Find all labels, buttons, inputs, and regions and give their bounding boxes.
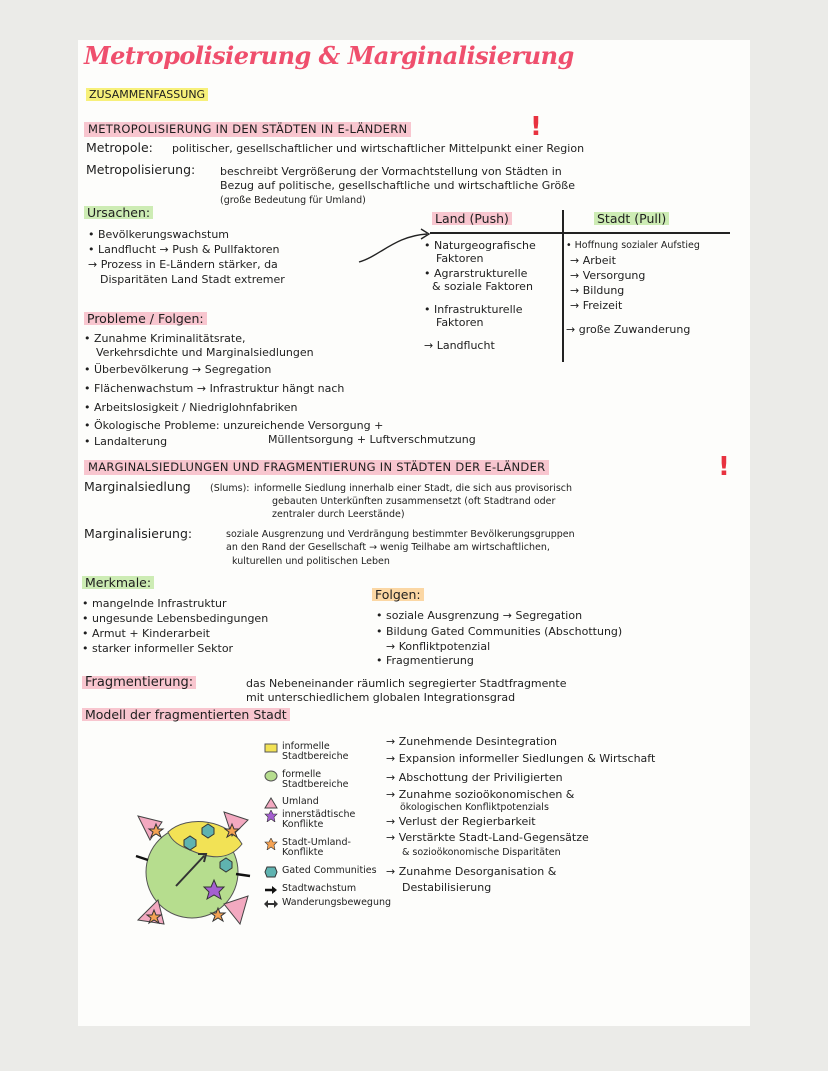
marginalsiedlung-note: (Slums): <box>210 483 250 494</box>
fragmented-city-model <box>128 800 256 940</box>
legend-gated: Gated Communities <box>264 866 377 878</box>
push-item: & soziale Faktoren <box>432 280 533 293</box>
fragmentierung-def-line1: das Nebeneinander räumlich segregierter Stadtfragmente <box>246 677 567 690</box>
push-item: • Infrastrukturelle <box>424 303 523 316</box>
problem-item: • Arbeitslosigkeit / Niedriglohnfabriken <box>84 401 298 414</box>
section2-heading: MARGINALSIEDLUNGEN UND FRAGMENTIERUNG IN STÄDTEN DER E-LÄNDER <box>84 460 549 475</box>
feature-item: • Armut + Kinderarbeit <box>82 627 210 640</box>
problems-heading: Probleme / Folgen: <box>84 312 207 325</box>
features-heading: Merkmale: <box>82 576 154 589</box>
effect-item: → Expansion informeller Siedlungen & Wirtschaft <box>386 752 656 765</box>
effect-item: → Verlust der Regierbarkeit <box>386 815 536 828</box>
umland-area <box>138 816 162 840</box>
black-arrow-icon <box>264 884 278 896</box>
purple-star-icon <box>264 810 278 822</box>
subtitle: ZUSAMMENFASSUNG <box>86 88 208 101</box>
cause-item: → Prozess in E-Ländern stärker, da <box>88 258 278 271</box>
feature-item: • starker informeller Sektor <box>82 642 234 655</box>
problem-item: • Überbevölkerung → Segregation <box>84 363 272 376</box>
push-item: Faktoren <box>436 252 484 265</box>
effect-item: → Verstärkte Stadt-Land-Gegensätze <box>386 831 589 844</box>
legend-growth: Stadtwachstum <box>264 884 356 896</box>
growth-arrow <box>136 856 148 860</box>
marginalsiedlung-term: Marginalsiedlung <box>84 479 191 494</box>
effect-item: → Zunahme sozioökonomischen & <box>386 788 575 801</box>
exclamation-mark: ! <box>530 112 542 142</box>
effect-item: → Zunehmende Desintegration <box>386 735 558 748</box>
pink-triangle-icon <box>264 797 278 809</box>
feature-item: • mangelnde Infrastruktur <box>82 597 227 610</box>
marginalsiedlung-def-line2: gebauten Unterkünften zusammensetzt (oft Stadtrand oder <box>272 496 556 507</box>
yellow-square-icon <box>264 742 278 754</box>
consequence-item: • Fragmentierung <box>376 654 474 667</box>
table-divider-horizontal <box>430 232 730 234</box>
problem-item: Müllentsorgung + Luftverschmutzung <box>268 433 476 446</box>
problem-item: • Ökologische Probleme: unzureichende Versorgung + <box>84 419 384 432</box>
pull-item: → große Zuwanderung <box>566 323 691 336</box>
metropole-term: Metropole: <box>86 140 153 155</box>
causes-heading: Ursachen: <box>84 206 153 219</box>
model-heading: Modell der fragmentierten Stadt <box>82 708 290 721</box>
marginalisierung-def-line3: kulturellen und politischen Leben <box>232 556 390 567</box>
marginalsiedlung-def-line3: zentraler durch Leerstände) <box>272 509 405 520</box>
problem-item: • Zunahme Kriminalitätsrate, <box>84 332 246 345</box>
legend-umland: Umland <box>264 797 319 809</box>
marginalisierung-def-line2: an den Rand der Gesellschaft → wenig Teilhabe am wirtschaftlichen, <box>226 542 550 553</box>
marginalisierung-def-line1: soziale Ausgrenzung und Verdrängung bestimmter Bevölkerungsgruppen <box>226 529 575 540</box>
stadt-pull-heading: Stadt (Pull) <box>594 212 669 225</box>
teal-hexagon-icon <box>264 866 278 878</box>
fragmentierung-term: Fragmentierung: <box>82 676 196 689</box>
effect-item: & sozioökonomische Disparitäten <box>402 847 561 858</box>
consequence-item: • soziale Ausgrenzung → Segregation <box>376 609 583 622</box>
green-blob-icon <box>264 770 278 782</box>
consequence-item: → Konfliktpotenzial <box>386 640 491 653</box>
push-item: → Landflucht <box>424 339 495 352</box>
legend-informal: informelle Stadtbereiche <box>264 742 348 762</box>
cause-item: • Bevölkerungswachstum <box>88 228 230 241</box>
feature-item: • ungesunde Lebensbedingungen <box>82 612 269 625</box>
page-title: Metropolisierung & Marginalisierung <box>84 41 574 70</box>
problem-item: Verkehrsdichte und Marginalsiedlungen <box>96 346 314 359</box>
exclamation-mark: ! <box>718 452 730 482</box>
effect-item: ökologischen Konfliktpotenzials <box>400 802 549 813</box>
effect-item: Destabilisierung <box>402 881 492 894</box>
pull-item: • Hoffnung sozialer Aufstieg <box>566 240 700 251</box>
legend-migration: Wanderungsbewegung <box>264 898 352 910</box>
section1-heading: METROPOLISIERUNG IN DEN STÄDTEN IN E-LÄNDERN <box>84 122 411 137</box>
consequence-item: • Bildung Gated Communities (Abschottung) <box>376 625 623 638</box>
pull-item: → Versorgung <box>570 269 646 282</box>
metropolisierung-term: Metropolisierung: <box>86 162 196 177</box>
table-divider-vertical <box>562 210 564 362</box>
marginalisierung-term: Marginalisierung: <box>84 526 193 541</box>
land-push-heading: Land (Push) <box>432 212 512 225</box>
legend-inner-conflict: innerstädtische Konflikte <box>264 810 356 830</box>
fragmentierung-def-line2: mit unterschiedlichem globalen Integrationsgrad <box>246 691 516 704</box>
marginalsiedlung-def-line1: informelle Siedlung innerhalb einer Stadt, die sich aus provisorisch <box>254 483 573 494</box>
push-item: • Naturgeografische <box>424 239 536 252</box>
effect-item: → Abschottung der Priviligierten <box>386 771 563 784</box>
metropolisierung-def-line1: beschreibt Vergrößerung der Vormachtstellung von Städten in <box>220 165 562 178</box>
consequences-heading: Folgen: <box>372 588 424 601</box>
pull-item: → Bildung <box>570 284 625 297</box>
push-item: Faktoren <box>436 316 484 329</box>
legend-umland-conflict: Stadt-Umland-Konflikte <box>264 838 352 858</box>
legend-formal: formelle Stadtbereiche <box>264 770 354 790</box>
pull-item: → Freizeit <box>570 299 623 312</box>
push-item: • Agrarstrukturelle <box>424 267 528 280</box>
pull-item: → Arbeit <box>570 254 616 267</box>
orange-star-icon <box>264 838 278 850</box>
cause-item: Disparitäten Land Stadt extremer <box>100 273 285 286</box>
effect-item: → Zunahme Desorganisation & <box>386 865 557 878</box>
problem-item: • Landalterung <box>84 435 168 448</box>
metropolisierung-def-line3: (große Bedeutung für Umland) <box>220 195 366 206</box>
problem-item: • Flächenwachstum → Infrastruktur hängt nach <box>84 382 345 395</box>
double-arrow-icon <box>264 898 278 910</box>
metropole-definition: politischer, gesellschaftlicher und wirtschaftlicher Mittelpunkt einer Region <box>172 142 585 155</box>
cause-item: • Landflucht → Push & Pullfaktoren <box>88 243 280 256</box>
metropolisierung-def-line2: Bezug auf politische, gesellschaftliche und wirtschaftliche Größe <box>220 179 575 192</box>
curved-arrow-icon <box>355 226 435 266</box>
